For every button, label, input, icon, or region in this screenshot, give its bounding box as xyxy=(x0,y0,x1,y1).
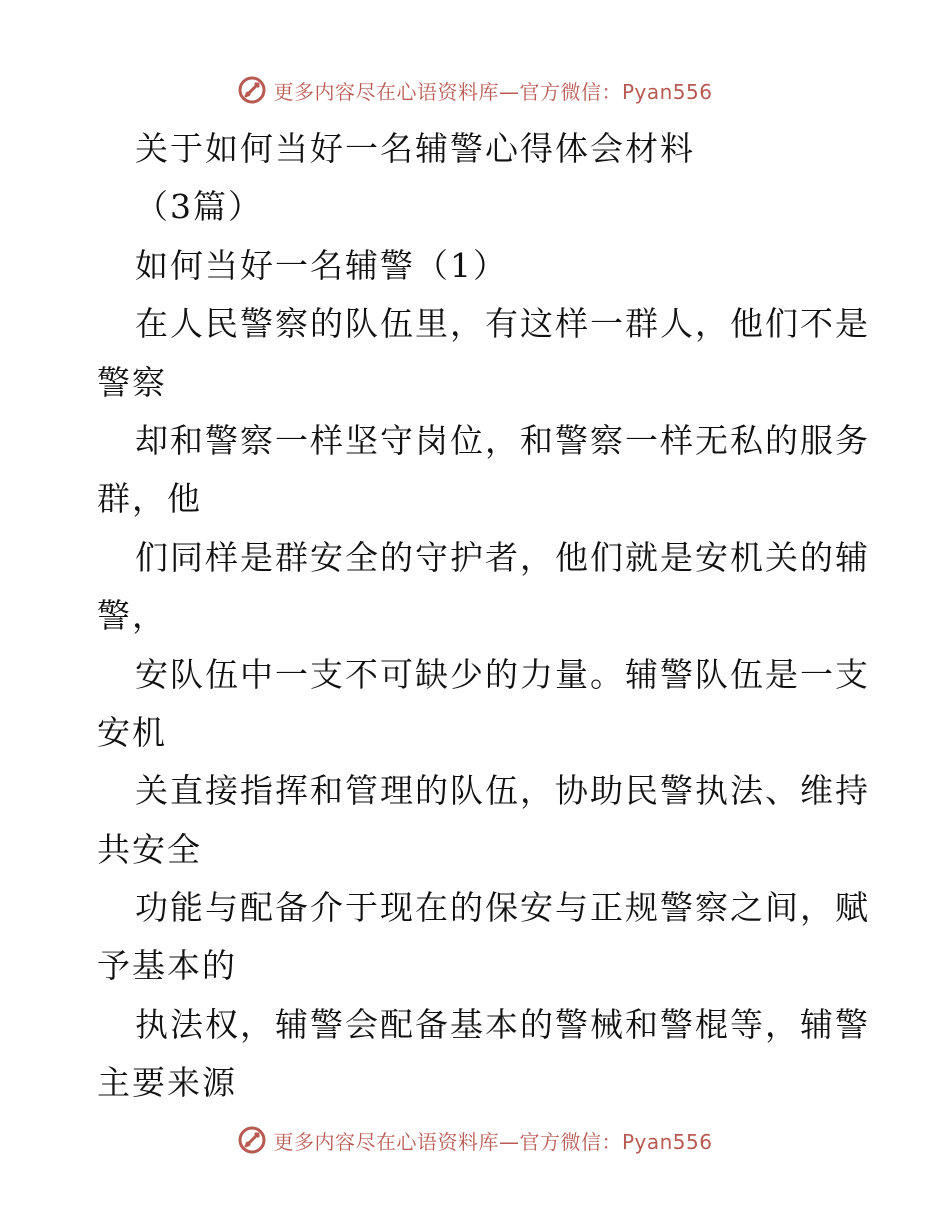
section-heading: 如何当好一名辅警（1） xyxy=(135,245,508,285)
header-watermark-banner xyxy=(0,70,950,110)
header-watermark-text: 更多内容尽在心语资料库—官方微信：Pyan556 xyxy=(273,79,713,104)
paragraph-line: 群，他 xyxy=(97,479,202,519)
paragraph-line: 警察 xyxy=(97,362,167,402)
paragraph-line: 们同样是群安全的守护者，他们就是安机关的辅 xyxy=(135,537,870,577)
red-circular-logo-icon xyxy=(237,75,267,105)
footer-watermark-text: 更多内容尽在心语资料库—官方微信：Pyan556 xyxy=(273,1129,713,1154)
paragraph-line: 安队伍中一支不可缺少的力量。辅警队伍是一支 xyxy=(135,654,870,694)
paragraph-line: 关直接指挥和管理的队伍，协助民警执法、维持 xyxy=(135,771,870,811)
paragraph-line: 共安全 xyxy=(97,829,202,869)
paragraph-line: 在人民警察的队伍里，有这样一群人，他们不是 xyxy=(135,304,870,344)
footer-watermark-banner xyxy=(0,1120,950,1160)
paragraph-line: 警， xyxy=(97,596,167,636)
paragraph-line: 主要来源 xyxy=(97,1063,237,1103)
red-circular-logo-icon xyxy=(237,1125,267,1155)
paragraph-line: 执法权，辅警会配备基本的警械和警棍等，辅警 xyxy=(135,1004,870,1044)
paragraph-line: 予基本的 xyxy=(97,946,237,986)
paragraph-line: 却和警察一样坚守岗位，和警察一样无私的服务 xyxy=(135,420,870,460)
paragraph-line: 功能与配备介于现在的保安与正规警察之间，赋 xyxy=(135,888,870,928)
document-subtitle: （3篇） xyxy=(135,187,263,227)
document-body xyxy=(97,120,870,1113)
paragraph-line: 安机 xyxy=(97,712,167,752)
document-title: 关于如何当好一名辅警心得体会材料 xyxy=(135,129,695,168)
